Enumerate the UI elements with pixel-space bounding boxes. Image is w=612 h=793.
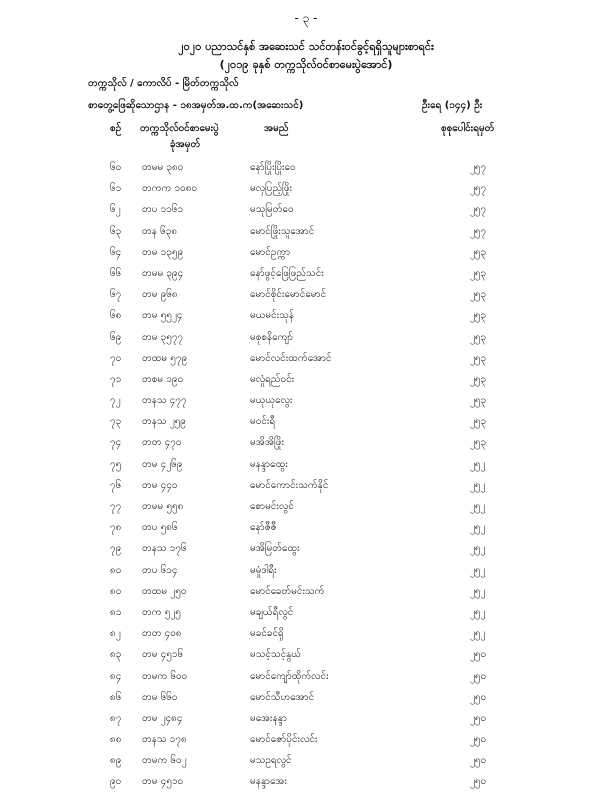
- table-row: [0, 199, 612, 220]
- table-row: [0, 517, 612, 538]
- roll-number-cell: တမ ၅၅၂၄: [142, 310, 183, 322]
- roll-number-cell: တန ၆၃၈: [142, 225, 178, 237]
- serial-cell: ၇၄: [110, 437, 122, 449]
- roll-number-cell: တက ၅၂၅: [142, 606, 181, 618]
- student-name-cell: နော်ဇီဇီ: [250, 522, 277, 534]
- student-name-cell: မနန္ဒာထွေး: [250, 458, 288, 470]
- total-score-cell: ၂၅၂: [470, 501, 486, 512]
- serial-cell: ၈၃: [110, 649, 122, 661]
- roll-number-cell: တထမ ၂၅၀: [142, 585, 187, 597]
- serial-cell: ၆၁: [110, 183, 122, 195]
- roll-number-cell: တမ ၄၂၆၉: [142, 458, 183, 470]
- student-name-cell: မသုမြတ်ဝေ: [250, 204, 294, 216]
- serial-cell: ၇၇: [110, 501, 122, 512]
- serial-cell: ၈၁: [110, 606, 122, 618]
- table-row: [0, 644, 612, 665]
- student-name-cell: မစုစနိကျော်: [250, 331, 294, 343]
- document-subtitle: (၂၀၁၉ ခုနှစ် တက္ကသိုလ်ဝင်စာမေးပွဲအောင်): [219, 58, 393, 71]
- table-row: [0, 560, 612, 581]
- roll-number-cell: တထမ ၅၇၉: [142, 352, 188, 364]
- roll-number-cell: တနသ ၁၇၈: [142, 734, 187, 746]
- total-score-cell: ၂၅၂: [470, 458, 486, 470]
- table-row: [0, 263, 612, 284]
- roll-number-cell: တမက ၆၀၂: [142, 755, 187, 767]
- serial-cell: ၉၀: [110, 776, 122, 788]
- table-row: [0, 369, 612, 390]
- table-row: [0, 538, 612, 559]
- table-row: [0, 496, 612, 517]
- table-row: [0, 411, 612, 432]
- serial-cell: ၆၂: [110, 204, 121, 216]
- serial-cell: ၇၆: [110, 479, 122, 491]
- roll-number-cell: တနသ ၄၇၇: [142, 395, 187, 407]
- serial-cell: ၇၀: [110, 352, 122, 364]
- serial-cell: ၆၄: [110, 246, 122, 258]
- header-name: အမည်: [264, 123, 289, 134]
- serial-cell: ၈၇: [110, 712, 122, 724]
- student-name-cell: မအိအိဖြိုး: [250, 437, 285, 449]
- student-name-cell: မအိမြတ်ထွေး: [250, 543, 300, 555]
- student-name-cell: နော်ဖွင့်ဖြေဖြည်သင်း: [250, 267, 324, 279]
- header-roll-line2: ခုံအမှတ်: [170, 139, 201, 150]
- serial-cell: ၇၈: [110, 522, 122, 534]
- serial-cell: ၈၂: [110, 628, 121, 640]
- student-name-cell: မသင့်သင့်နွယ်: [250, 649, 302, 661]
- table-row: [0, 242, 612, 263]
- total-score-cell: ၂၅၀: [470, 649, 487, 661]
- table-row: [0, 666, 612, 687]
- total-score-cell: ၂၅၇: [470, 225, 487, 237]
- table-row: [0, 729, 612, 750]
- roll-number-cell: တကက ၁၀၈၀: [142, 183, 198, 195]
- total-score-cell: ၂၅၃: [470, 331, 487, 343]
- serial-cell: ၆၀: [110, 162, 122, 173]
- roll-number-cell: တမ ၂၄၈၄: [142, 712, 183, 724]
- serial-cell: ၇၉: [110, 543, 122, 555]
- serial-cell: ၈၄: [110, 670, 122, 682]
- student-name-cell: မခင်ခင်ရှိ: [250, 628, 284, 640]
- header-serial: စဉ်: [110, 123, 122, 134]
- roll-number-cell: တတ ၄၀၈: [142, 628, 182, 640]
- student-name-cell: မဝင်းရီ: [250, 416, 276, 428]
- serial-cell: ၈၈: [110, 734, 122, 746]
- roll-number-cell: တမမ ၃၉၄: [142, 267, 184, 279]
- total-count-label: ဦးရေ (၁၄၄) ဦး: [422, 100, 483, 111]
- student-name-cell: စောမင်းလွင်: [250, 501, 294, 512]
- table-row: [0, 348, 612, 369]
- roll-number-cell: တစမ ၁၉၀: [142, 373, 184, 385]
- table-row: [0, 771, 612, 792]
- roll-number-cell: တမ ၆၆၀: [142, 691, 178, 703]
- student-name-cell: မချယ်ရီလွင်: [250, 606, 294, 618]
- results-table: [0, 157, 612, 793]
- student-name-cell: မလှပြည့်ဖြိုး: [250, 183, 293, 195]
- roll-number-cell: တမ ၄၅၁၀: [142, 776, 184, 788]
- exam-center-label: စာတွေ့ဖြေဆိုသောဌာန - ၁၈အမှတ်အ.ထ.က(အဆေးသင်): [88, 100, 304, 111]
- total-score-cell: ၂၅၇: [470, 204, 487, 216]
- table-row: [0, 221, 612, 242]
- total-score-cell: ၂၅၃: [470, 395, 487, 407]
- total-score-cell: ၂၅၃: [470, 352, 487, 364]
- student-name-cell: မအေးနန္ဒာ: [250, 712, 287, 724]
- total-score-cell: ၂၅၃: [470, 373, 487, 385]
- total-score-cell: ၂၅၂: [470, 564, 486, 576]
- roll-number-cell: တပ ၆၁၄: [142, 564, 178, 576]
- table-row: [0, 602, 612, 623]
- serial-cell: ၆၆: [110, 267, 122, 279]
- university-label: တက္ကသိုလ် / ကောလိပ် - မြိတ်တက္ကသိုလ်: [88, 78, 239, 89]
- serial-cell: ၆၇: [110, 289, 122, 301]
- serial-cell: ၇၃: [110, 416, 122, 428]
- total-score-cell: ၂၅၇: [470, 162, 487, 173]
- student-name-cell: မောင်ခေတ်မင်းသက်: [250, 585, 325, 597]
- student-name-cell: မောင်ဥက္ကာ: [250, 246, 291, 258]
- serial-cell: ၆၈: [110, 310, 122, 322]
- total-score-cell: ၂၅၂: [470, 522, 486, 534]
- roll-number-cell: တမ ၃၅၇၇: [142, 331, 184, 343]
- document-title: ၂၀၂၀ ပညာသင်နှစ် အဆေးသင် သင်တန်းဝင်ခွင့်ရရှိသူများစာရင်း: [178, 40, 434, 53]
- table-row: [0, 327, 612, 348]
- table-row: [0, 432, 612, 453]
- roll-number-cell: တမ ၁၃၅၉: [142, 246, 184, 258]
- serial-cell: ၈၀: [110, 585, 122, 597]
- table-row: [0, 708, 612, 729]
- total-score-cell: ၂၅၀: [470, 734, 487, 746]
- total-score-cell: ၂၅၃: [470, 289, 487, 301]
- student-name-cell: မသဥရလွင်: [250, 755, 292, 767]
- roll-number-cell: တမမ ၃၈၀: [142, 162, 184, 173]
- roll-number-cell: တမက ၆၀၀: [142, 670, 188, 682]
- serial-cell: ၈၉: [110, 755, 122, 767]
- total-score-cell: ၂၅၀: [470, 691, 487, 703]
- roll-number-cell: တမမ ၅၅၈: [142, 501, 184, 512]
- student-name-cell: မောင်ကောင်းသက်နိုင်: [250, 479, 329, 491]
- header-roll-line1: တက္ကသိုလ်ဝင်စာမေးပွဲ: [140, 123, 219, 134]
- table-row: [0, 284, 612, 305]
- serial-cell: ၈၆: [110, 691, 122, 703]
- student-name-cell: မောင်လင်းထက်အောင်: [250, 352, 332, 364]
- student-name-cell: မောင်ကျော်ထိုက်လင်း: [250, 670, 329, 682]
- total-score-cell: ၂၅၃: [470, 246, 487, 258]
- total-score-cell: ၂၅၀: [470, 670, 487, 682]
- roll-number-cell: တတ ၄၇၀: [142, 437, 182, 449]
- total-score-cell: ၂၅၃: [470, 416, 487, 428]
- roll-number-cell: တမ ၄၄၀: [142, 479, 178, 491]
- serial-cell: ၇၂: [110, 395, 121, 407]
- header-total: စုစုပေါင်းရမှတ်: [441, 123, 495, 134]
- table-row: [0, 475, 612, 496]
- total-score-cell: ၂၅၂: [470, 543, 486, 555]
- roll-number-cell: တမ ၉၆၈: [142, 289, 178, 301]
- table-row: [0, 157, 612, 178]
- total-score-cell: ၂၅၃: [470, 267, 487, 279]
- total-score-cell: ၂၅၃: [470, 310, 487, 322]
- student-name-cell: မယုယုလွေး: [250, 395, 293, 407]
- roll-number-cell: တပ ၁၁၆၁: [142, 204, 184, 216]
- serial-cell: ၇၅: [110, 458, 122, 470]
- total-score-cell: ၂၅၂: [470, 606, 486, 618]
- serial-cell: ၆၉: [110, 331, 122, 343]
- total-score-cell: ၂၅၀: [470, 755, 487, 767]
- total-score-cell: ၂၅၀: [470, 712, 487, 724]
- student-name-cell: နော်ပြိုးပြိုးဝေ: [250, 162, 296, 173]
- page-number: - ၃ -: [294, 11, 318, 25]
- total-score-cell: ၂၅၂: [470, 628, 486, 640]
- table-row: [0, 687, 612, 708]
- serial-cell: ၇၁: [110, 373, 122, 385]
- roll-number-cell: တပ ၅၈၆: [142, 522, 178, 534]
- student-name-cell: မောင်ဇော်ပိုင်းလင်း: [250, 734, 318, 746]
- table-row: [0, 750, 612, 771]
- roll-number-cell: တမ ၄၅၁၆: [142, 649, 184, 661]
- student-name-cell: မောင်စိုင်းမောင်မောင်: [250, 289, 327, 301]
- table-row: [0, 454, 612, 475]
- total-score-cell: ၂၅၃: [470, 437, 487, 449]
- total-score-cell: ၂၅၇: [470, 183, 487, 195]
- student-name-cell: မနန္ဒာအေး: [250, 776, 287, 788]
- serial-cell: ၈၀: [110, 564, 122, 576]
- student-name-cell: မောင်သီဟအောင်: [250, 691, 315, 703]
- total-score-cell: ၂၅၂: [470, 585, 486, 597]
- total-score-cell: ၂၅၀: [470, 776, 487, 788]
- serial-cell: ၆၃: [110, 225, 122, 237]
- student-name-cell: မလှုံရည်ဝင်း: [250, 373, 295, 385]
- table-row: [0, 178, 612, 199]
- table-row: [0, 390, 612, 411]
- student-name-cell: မောင်ဖြိုးသူအောင်: [250, 225, 315, 237]
- total-score-cell: ၂၅၂: [470, 479, 486, 491]
- table-row: [0, 623, 612, 644]
- table-row: [0, 305, 612, 326]
- student-name-cell: မယမင်းသုန်: [250, 310, 295, 322]
- roll-number-cell: တနသ ၁၇၆: [142, 543, 187, 555]
- student-name-cell: မမှုံဒါရီး: [250, 564, 277, 576]
- table-row: [0, 581, 612, 602]
- roll-number-cell: တနသ ၂၅၉: [142, 416, 186, 428]
